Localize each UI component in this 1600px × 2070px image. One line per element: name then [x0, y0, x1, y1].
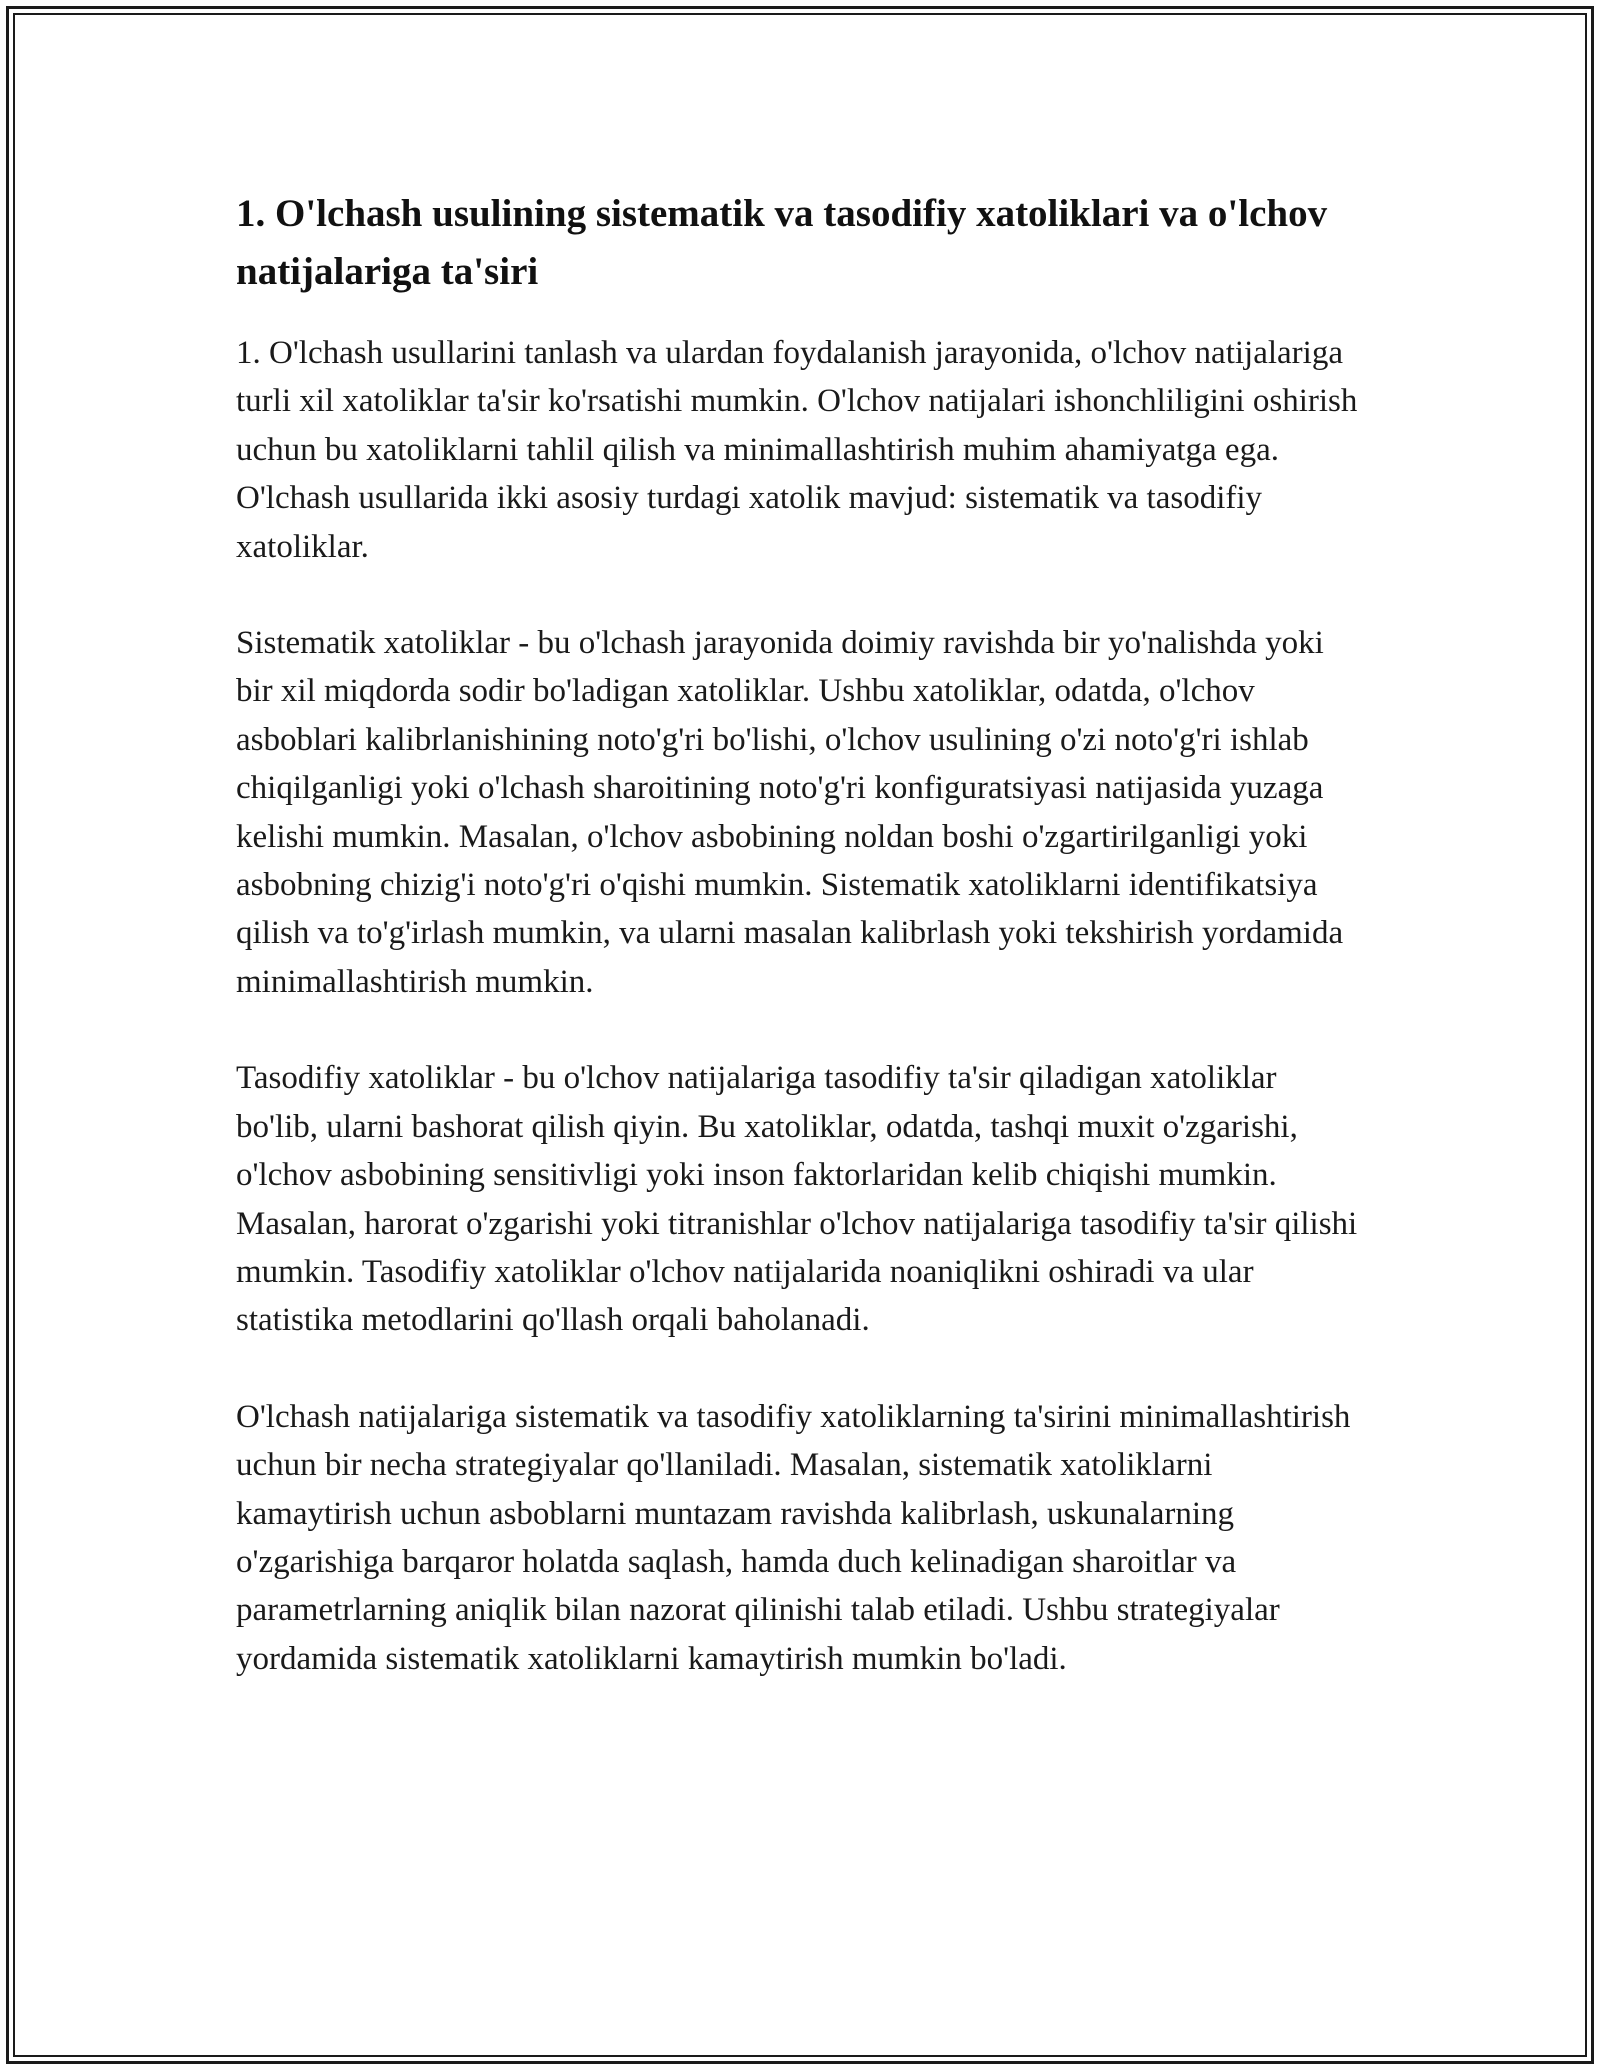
- document-body: [236, 185, 1366, 1683]
- paragraph-systematic-errors: Sistematik xatoliklar - bu o'lchash jarayonida doimiy ravishda bir yo'nalishda yoki bir xil miqdorda sodir bo'ladigan xatoliklar. Ushbu xatoliklar, odatda, o'lchov asboblari kalibrlanishining noto'g'ri bo'lishi, o'lchov usulining o'zi noto'g'ri ishlab chiqilganligi yoki o'lchash sharoitining noto'g'ri konfiguratsiyasi natijasida yuzaga kelishi mumkin. Masalan, o'lchov asbobining noldan boshi o'zgartirilganligi yoki asbobning chizig'i noto'g'ri o'qishi mumkin. Sistematik xatoliklarni identifikatsiya qilish va to'g'irlash mumkin, va ularni masalan kalibrlash yoki tekshirish yordamida minimallashtirish mumkin.: [236, 625, 1344, 1000]
- paragraph-minimization-strategies: O'lchash natijalariga sistematik va tasodifiy xatoliklarning ta'sirini minimallashtirish uchun bir necha strategiyalar qo'llaniladi. Masalan, sistematik xatoliklarni kamaytirish uchun asboblarni muntazam ravishda kalibrlash, uskunalarning o'zgarishiga barqaror holatda saqlash, hamda duch kelinadigan sharoitlar va parametrlarning aniqlik bilan nazorat qilinishi talab etiladi. Ushbu strategiyalar yordamida sistematik xatoliklarni kamaytirish mumkin bo'ladi.: [236, 1398, 1351, 1677]
- paragraph-random-errors: Tasodifiy xatoliklar - bu o'lchov natijalariga tasodifiy ta'sir qiladigan xatoliklar bo'lib, ularni bashorat qilish qiyin. Bu xatoliklar, odatda, tashqi muxit o'zgarishi, o'lchov asbobining sensitivligi yoki inson faktorlaridan kelib chiqishi mumkin. Masalan, harorat o'zgarishi yoki titranishlar o'lchov natijalariga tasodifiy ta'sir qilishi mumkin. Tasodifiy xatoliklar o'lchov natijalarida noaniqlikni oshiradi va ular statistika metodlarini qo'llash orqali baholanadi.: [236, 1060, 1358, 1339]
- paragraph-intro: 1. O'lchash usullarini tanlash va ulardan foydalanish jarayonida, o'lchov natijalariga turli xil xatoliklar ta'sir ko'rsatishi mumkin. O'lchov natijalari ishonchliligini oshirish uchun bu xatoliklarni tahlil qilish va minimallashtirish muhim ahamiyatga ega. O'lchash usullarida ikki asosiy turdagi xatolik mavjud: sistematik va tasodifiy xatoliklar.: [236, 335, 1358, 565]
- document-title: 1. O'lchash usulining sistematik va tasodifiy xatoliklari va o'lchov natijalariga ta'siri: [236, 192, 1328, 293]
